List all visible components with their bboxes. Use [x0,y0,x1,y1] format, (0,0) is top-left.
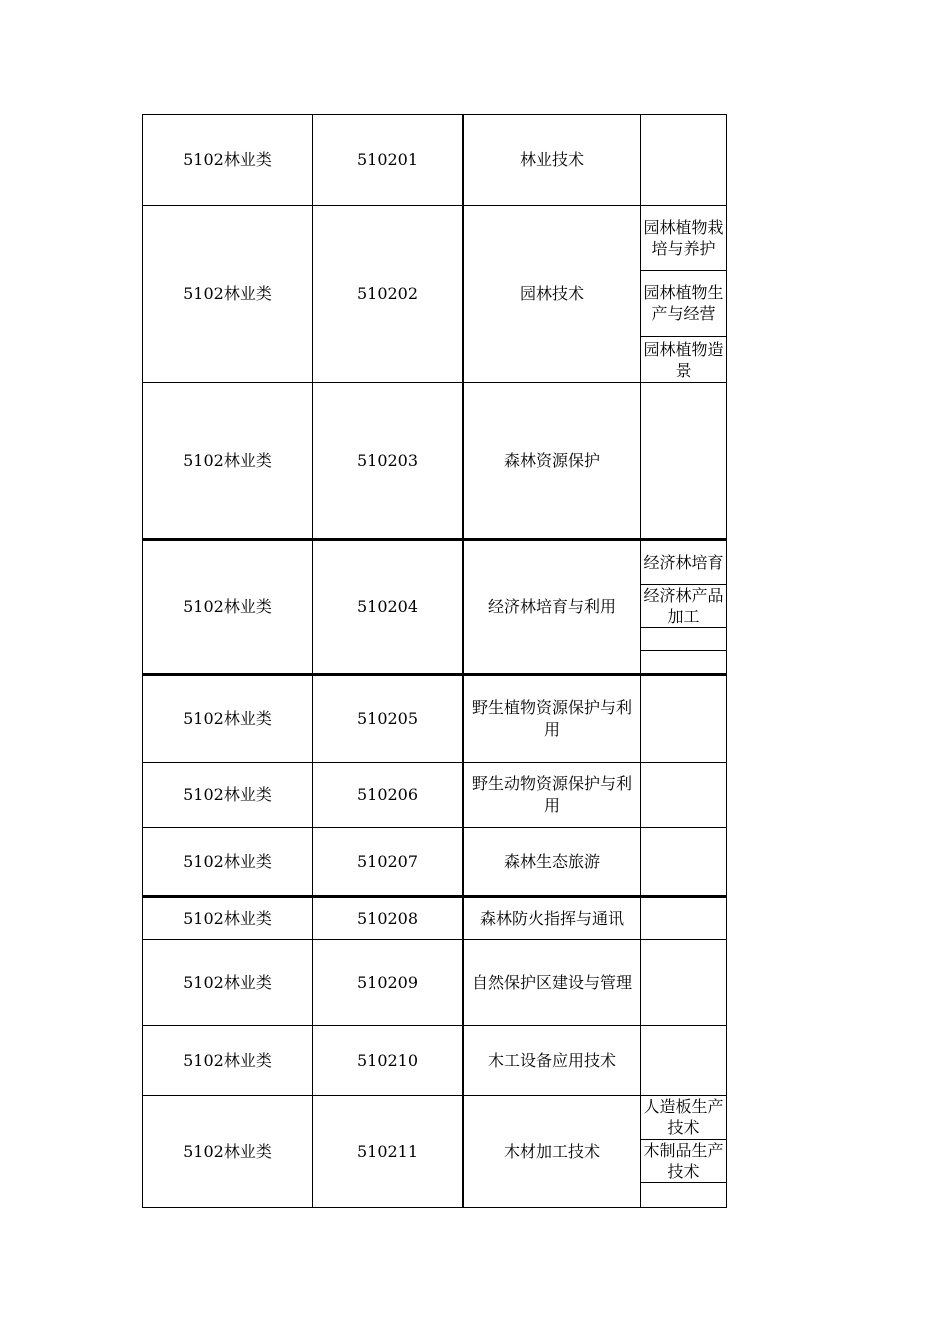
code-cell: 510204 [312,539,462,674]
direction-cell [640,940,727,1026]
direction-item: 园林植物造景 [643,339,724,380]
code-cell: 510210 [312,1026,462,1096]
major-name-cell: 森林资源保护 [462,383,640,539]
code-cell: 510208 [312,896,462,940]
table-row [142,1096,727,1208]
major-name-cell: 园林技术 [462,206,640,383]
direction-item [641,1183,726,1207]
table-row [142,539,727,674]
direction-cell [640,1096,727,1208]
category-cell: 5102林业类 [142,114,312,206]
code-cell: 510206 [312,763,462,828]
direction-item: 经济林产品加工 [641,585,726,628]
code-cell: 510203 [312,383,462,539]
direction-cell [640,674,727,763]
category-cell: 5102林业类 [142,940,312,1026]
category-cell: 5102林业类 [142,1096,312,1208]
code-cell: 510201 [312,114,462,206]
direction-item: 木制品生产技术 [641,1140,726,1184]
major-name-cell: 自然保护区建设与管理 [462,940,640,1026]
category-cell: 5102林业类 [142,674,312,763]
major-name-cell: 野生植物资源保护与利用 [462,674,640,763]
category-cell: 5102林业类 [142,383,312,539]
category-cell: 5102林业类 [142,1026,312,1096]
code-cell: 510207 [312,828,462,896]
category-cell: 5102林业类 [142,828,312,896]
code-cell: 510209 [312,940,462,1026]
direction-item: 经济林培育 [641,541,726,585]
direction-cell [640,114,727,206]
major-name-cell: 木工设备应用技术 [462,1026,640,1096]
category-cell: 5102林业类 [142,896,312,940]
direction-cell [640,539,727,674]
major-name-cell: 经济林培育与利用 [462,539,640,674]
direction-cell [640,763,727,828]
table-row [142,763,727,828]
table-row [142,1026,727,1096]
code-cell: 510205 [312,674,462,763]
direction-item: 园林植物生产与经营 [641,271,726,338]
direction-cell [640,828,727,896]
code-cell: 510211 [312,1096,462,1208]
table-row [142,674,727,763]
direction-cell [640,1026,727,1096]
category-cell: 5102林业类 [142,206,312,383]
major-name-cell: 木材加工技术 [462,1096,640,1208]
major-name-cell: 野生动物资源保护与利用 [462,763,640,828]
direction-cell [640,896,727,940]
table-row [142,383,727,539]
direction-item: 人造板生产技术 [641,1096,726,1140]
table-row [142,940,727,1026]
category-cell: 5102林业类 [142,539,312,674]
direction-item: 园林植物栽培与养护 [641,206,726,271]
direction-item [641,651,726,673]
direction-item [641,628,726,651]
table-row [142,206,727,383]
direction-cell [640,383,727,539]
major-name-cell: 林业技术 [462,114,640,206]
table-row [142,114,727,206]
code-cell: 510202 [312,206,462,383]
table-row [142,896,727,940]
major-name-cell: 森林生态旅游 [462,828,640,896]
direction-cell [640,206,727,383]
major-name-cell: 森林防火指挥与通讯 [462,896,640,940]
table-row [142,828,727,896]
category-cell: 5102林业类 [142,763,312,828]
